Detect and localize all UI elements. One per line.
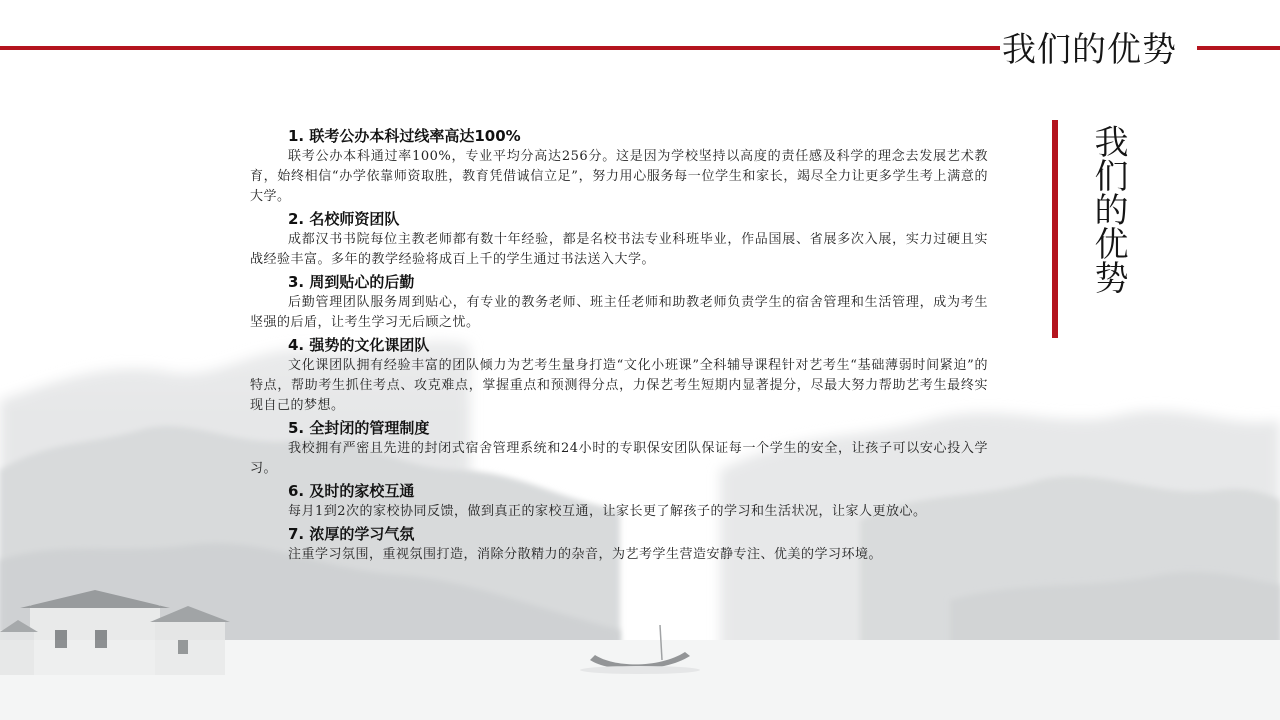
advantage-text: 注重学习氛围，重视氛围打造，消除分散精力的杂音，为艺考学生营造安静专注、优美的学习环境。 xyxy=(288,547,883,562)
advantage-text: 联考公办本科通过率100%，专业平均分高达256分。这是因为学校坚持以高度的责任感及科学的理念去发展艺术教育，始终相信“办学依靠师资取胜，教育凭借诚信立足”，努力用心服务每一位学生和家长，竭尽全力让更多学生考上满意的大学。 xyxy=(250,149,988,204)
side-title-bar xyxy=(1052,120,1058,338)
advantage-heading: 4. 强势的文化课团队 xyxy=(288,336,430,354)
header-rule-right xyxy=(1197,46,1280,50)
advantage-item xyxy=(250,272,988,333)
advantage-item xyxy=(250,126,988,207)
advantage-text: 成都汉书书院每位主教老师都有数十年经验，都是名校书法专业科班毕业，作品国展、省展多次入展，实力过硬且实战经验丰富。多年的教学经验将成百上千的学生通过书法送入大学。 xyxy=(250,232,988,267)
advantage-heading: 6. 及时的家校互通 xyxy=(288,482,415,500)
advantage-text: 后勤管理团队服务周到贴心，有专业的教务老师、班主任老师和助教老师负责学生的宿舍管理和生活管理，成为考生坚强的后盾，让考生学习无后顾之忧。 xyxy=(250,295,988,330)
advantage-item xyxy=(250,524,988,565)
advantage-item xyxy=(250,418,988,479)
advantage-heading: 3. 周到贴心的后勤 xyxy=(288,273,415,291)
advantages-list xyxy=(250,126,988,567)
side-title: 我们的优势 xyxy=(1088,124,1128,294)
advantage-heading: 7. 浓厚的学习气氛 xyxy=(288,525,415,543)
advantage-heading: 2. 名校师资团队 xyxy=(288,210,400,228)
advantage-text: 我校拥有严密且先进的封闭式宿舍管理系统和24小时的专职保安团队保证每一个学生的安全，让孩子可以安心投入学习。 xyxy=(250,441,988,476)
advantage-heading: 1. 联考公办本科过线率高达100% xyxy=(288,127,521,145)
header-rule-left xyxy=(0,46,1000,50)
advantage-item xyxy=(250,481,988,522)
advantage-item xyxy=(250,209,988,270)
advantage-item xyxy=(250,335,988,416)
advantage-text: 每月1到2次的家校协同反馈，做到真正的家校互通，让家长更了解孩子的学习和生活状况，让家人更放心。 xyxy=(288,504,927,519)
advantage-text: 文化课团队拥有经验丰富的团队倾力为艺考生量身打造“文化小班课”全科辅导课程针对艺考生“基础薄弱时间紧迫”的特点，帮助考生抓住考点、攻克难点，掌握重点和预测得分点，力保艺考生短期内显著提分，尽最大努力帮助艺考生最终实现自己的梦想。 xyxy=(250,358,988,413)
header-title: 我们的优势 xyxy=(1002,30,1177,70)
advantage-heading: 5. 全封闭的管理制度 xyxy=(288,419,430,437)
